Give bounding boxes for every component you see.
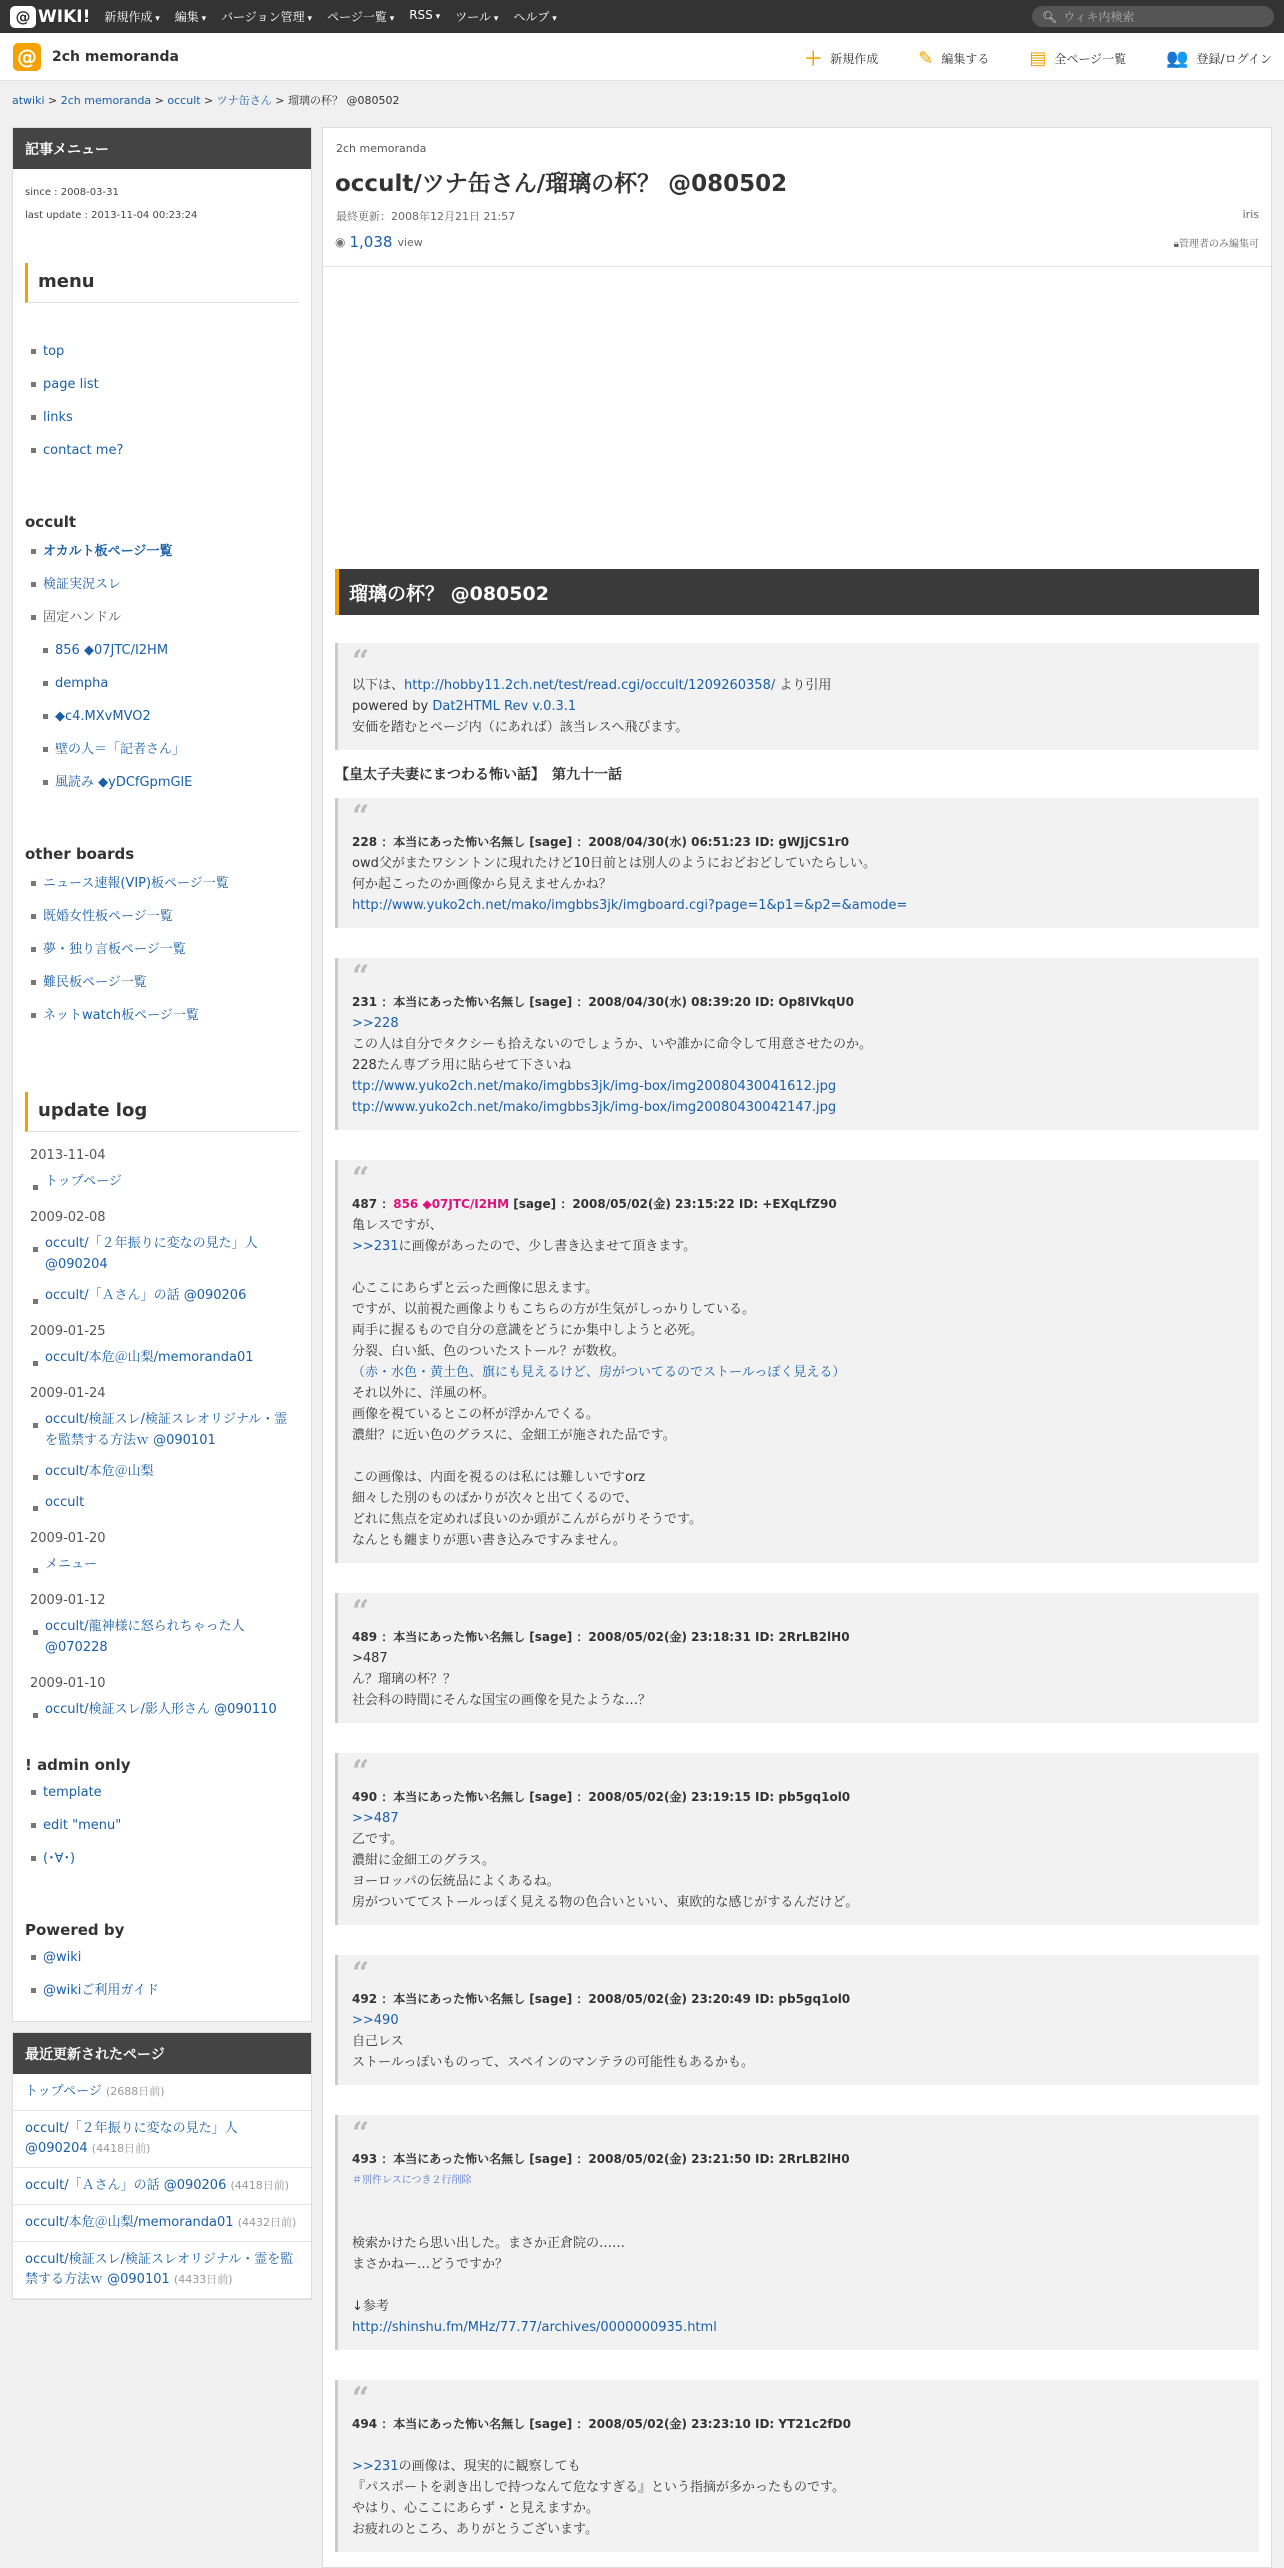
- sidebar-list-item: [31, 933, 311, 966]
- action-label: 新規作成: [830, 51, 879, 66]
- update-log-link[interactable]: occult/本危＠山梨/memoranda01: [45, 1350, 254, 1365]
- post-line: まさかねー…どうですか？: [352, 2257, 509, 2272]
- sidebar-list-item: [31, 601, 311, 634]
- post-line: お疲れのところ、ありがとうございます。: [352, 2522, 598, 2537]
- recent-page-link[interactable]: occult/検証スレ/検証スレオリジナル・霊を監禁する方法ｗ @090101: [25, 2252, 294, 2287]
- post-header: 228 ：本当にあった怖い名無し [sage] ：2008/04/30(水) 06:51:23 ID: gWJjCS1r0: [352, 835, 850, 849]
- post-line: owd父がまたワシントンに現れたけど10日前とは別人のようにおどおどしていたらしい。: [352, 856, 877, 871]
- update-log-item: [33, 1409, 311, 1451]
- post-link[interactable]: >>490: [352, 2013, 399, 2028]
- menu-heading: menu: [25, 263, 299, 303]
- post-line: ヨーロッパの伝統品によくあるね。: [352, 1874, 560, 1889]
- quote-icon: “: [352, 799, 370, 834]
- anchor-link[interactable]: >>231: [352, 2459, 399, 2474]
- powered-by-list: [31, 1941, 311, 2007]
- update-log-item: [33, 1347, 311, 1368]
- global-menu-item[interactable]: RSS ▾: [409, 8, 440, 25]
- recent-page-age: (4432日前): [237, 2216, 297, 2229]
- quote-icon: “: [352, 2381, 370, 2416]
- post: [335, 798, 1259, 928]
- admin-list: [31, 1776, 311, 1875]
- sidebar-list-item: [31, 999, 311, 1032]
- post: [335, 1753, 1259, 1925]
- post-link-line: [352, 1076, 1247, 1097]
- search-icon: 🔍︎: [1042, 9, 1058, 24]
- sidebar-link[interactable]: 夢・独り言板ページ一覧: [43, 942, 186, 957]
- post-header: 231 ：本当にあった怖い名無し [sage] ：2008/04/30(水) 08:39:20 ID: Op8IVkqU0: [352, 995, 854, 1009]
- recent-page-item: [13, 2205, 311, 2242]
- post-header: 494 ：本当にあった怖い名無し [sage] ：2008/05/02(金) 23:23:10 ID: YT21c2fD0: [352, 2417, 851, 2431]
- sidebar-list-item: [43, 766, 311, 799]
- post-line: ↓参考: [352, 2299, 389, 2314]
- quote-icon: “: [352, 644, 370, 679]
- recent-page-item: [13, 2242, 311, 2299]
- global-menu-item[interactable]: バージョン管理 ▾: [221, 8, 312, 25]
- post-header: 493 ：本当にあった怖い名無し [sage] ：2008/05/02(金) 23:21:50 ID: 2RrLB2lH0: [352, 2152, 850, 2166]
- sidebar-link[interactable]: links: [43, 410, 73, 425]
- sidebar-link[interactable]: ネットwatch板ページ一覧: [43, 1008, 199, 1023]
- sidebar-list-item: [31, 568, 311, 601]
- page-title: occult/ツナ缶さん/瑠璃の杯？ @080502: [335, 171, 788, 197]
- sidebar-list-item: [31, 1974, 311, 2007]
- powered-by-heading: Powered by: [25, 1921, 125, 1939]
- sidebar-link[interactable]: @wiki: [43, 1950, 82, 1965]
- action-plus-button[interactable]: [804, 45, 878, 71]
- recent-page-link[interactable]: occult/本危＠山梨/memoranda01: [25, 2215, 234, 2230]
- occult-heading: occult: [25, 513, 77, 531]
- source-link[interactable]: http://hobby11.2ch.net/test/read.cgi/occult/1209260358/: [404, 678, 776, 693]
- post-line: 検索かけたら思い出した。まさか正倉院の……: [352, 2236, 626, 2251]
- recent-pages-title: 最近更新されたページ: [13, 2033, 311, 2074]
- sidebar-link[interactable]: @wikiご利用ガイド: [43, 1983, 159, 1998]
- post: [335, 1955, 1259, 2085]
- post-note: ＃別件レスにつき２行削除: [352, 2175, 472, 2186]
- sidebar-list-item: [31, 401, 311, 434]
- post: [335, 958, 1259, 1130]
- update-log-link[interactable]: occult/検証スレ/影人形さん @090110: [45, 1702, 277, 1717]
- update-log-date: 2009-01-25: [30, 1324, 106, 1339]
- post-line: [352, 2275, 1247, 2296]
- document-icon: ▤: [1029, 47, 1047, 69]
- post-link[interactable]: ttp://www.yuko2ch.net/mako/imgbbs3jk/img-box/img20080430041612.jpg: [352, 1079, 837, 1094]
- since-date: since : 2008-03-31: [25, 187, 119, 198]
- atwiki-logo[interactable]: @ WIKI!: [10, 6, 90, 28]
- post-line: >487: [352, 1651, 388, 1666]
- post-line: 『パスポートを剥き出しで持つなんて危なすぎる』という指摘が多かったものです。: [352, 2480, 845, 2495]
- post-line: 何か起こったのか画像から見えませんかね？: [352, 877, 612, 892]
- wiki-search[interactable]: [1032, 6, 1274, 27]
- breadcrumb-item[interactable]: atwiki: [12, 94, 45, 107]
- update-log: [13, 1148, 311, 1720]
- at-icon: @: [10, 6, 36, 28]
- post: [335, 2115, 1259, 2350]
- breadcrumb-item[interactable]: ツナ缶さん: [216, 94, 272, 107]
- update-log-item: [33, 1616, 311, 1658]
- update-log-item: [33, 1171, 311, 1192]
- article-menu-title: 記事メニュー: [13, 128, 311, 169]
- post-line: [352, 1446, 1247, 1467]
- update-log-item: [33, 1461, 311, 1482]
- post-line: この人は自分でタクシーも拾えないのでしょうか、いや誰かに命令して用意させたのか。: [352, 1037, 873, 1052]
- article-body: [335, 569, 1259, 2552]
- recent-page-age: (2688日前): [105, 2085, 165, 2098]
- post: [335, 1593, 1259, 1723]
- post-line: 細々した別のものばかりが次々と出てくるので、: [352, 1491, 638, 1506]
- post-line: 心ここにあらずと云った画像に思えます。: [352, 1281, 598, 1296]
- post-line: >>231の画像は、現実的に観察しても: [352, 2459, 581, 2474]
- section-heading: 瑠璃の杯？ @080502: [335, 569, 1259, 615]
- global-nav: [0, 0, 1284, 33]
- post-line: どれに焦点を定めれば良いのか頭がこんがらがりそうです。: [352, 1512, 702, 1527]
- recent-page-link[interactable]: occult/「Ａさん」の話 @090206: [25, 2178, 227, 2193]
- recent-page-item: [13, 2168, 311, 2205]
- post-link-line: [352, 1808, 1247, 1829]
- update-log-date: 2013-11-04: [30, 1148, 106, 1163]
- sidebar-link[interactable]: contact me?: [43, 443, 124, 458]
- last-update-date: last update : 2013-11-04 00:23:24: [25, 210, 198, 221]
- sidebar-link[interactable]: 風読み ◆yDCfGpmGlE: [55, 775, 193, 790]
- site-logo-icon[interactable]: @: [13, 43, 41, 71]
- recent-page-age: (4433日前): [173, 2273, 233, 2286]
- post-line: [352, 2212, 1247, 2233]
- post-link[interactable]: >>228: [352, 1016, 399, 1031]
- global-menu-item[interactable]: ページ一覧 ▾: [327, 8, 394, 25]
- sidebar-list-item: [31, 335, 311, 368]
- post-header: 489 ：本当にあった怖い名無し [sage] ：2008/05/02(金) 23:18:31 ID: 2RrLB2lH0: [352, 1630, 850, 1644]
- update-log-list: [33, 1554, 311, 1575]
- update-log-link[interactable]: occult/龍神様に怒られちゃった人 @070228: [45, 1619, 245, 1655]
- post-line: なんとも纏まりが悪い書き込みですみません。: [352, 1533, 626, 1548]
- post-line: 乙です。: [352, 1832, 403, 1847]
- update-log-link[interactable]: メニュー: [45, 1557, 98, 1572]
- last-updated: 最終更新：2008年12月21日 21:57: [336, 210, 516, 223]
- sidebar-list-item: [31, 1941, 311, 1974]
- update-log-list: [33, 1699, 311, 1720]
- menu-list: [31, 335, 311, 467]
- post-line: 亀レスですが、: [352, 1218, 443, 1233]
- lock-icon: 🔒︎: [1173, 239, 1179, 250]
- post: [335, 2380, 1259, 2552]
- sidebar-link[interactable]: dempha: [55, 676, 109, 691]
- update-log-link[interactable]: occult/検証スレ/検証スレオリジナル・霊を監禁する方法ｗ @090101: [45, 1412, 288, 1448]
- quote-icon: “: [352, 1161, 370, 1196]
- sidebar-list-item: [43, 634, 311, 667]
- quote-icon: “: [352, 959, 370, 994]
- global-menu-item[interactable]: 新規作成 ▾: [104, 8, 159, 25]
- medal-icon: ◉: [335, 235, 346, 249]
- sidebar-link[interactable]: 856 ◆07JTC/I2HM: [55, 643, 169, 658]
- post-line: >>231に画像があったので、少し書き込ませて頂きます。: [352, 1239, 697, 1254]
- post-link-line: [352, 2010, 1247, 2031]
- action-label: 全ページ一覧: [1054, 51, 1127, 66]
- sidebar-link[interactable]: 難民板ページ一覧: [43, 975, 147, 990]
- global-menu-item[interactable]: 編集 ▾: [175, 8, 206, 25]
- sidebar: [12, 127, 312, 2300]
- sidebar-list-item: [43, 733, 311, 766]
- quote-icon: “: [352, 1594, 370, 1629]
- breadcrumb: atwiki > 2ch memoranda > occult > ツナ缶さん > 瑠璃の杯？ @080502: [12, 94, 400, 107]
- post-line: それ以外に、洋風の杯。: [352, 1386, 496, 1401]
- wiki-name: 2ch memoranda: [336, 142, 427, 155]
- post-link-line: [352, 895, 1247, 916]
- post-line: ん？瑠璃の杯？？: [352, 1672, 457, 1687]
- sidebar-link[interactable]: 検証実況スレ: [43, 577, 122, 592]
- sidebar-link[interactable]: 既婚女性板ページ一覧: [43, 909, 173, 924]
- post-header: 492 ：本当にあった怖い名無し [sage] ：2008/05/02(金) 23:20:49 ID: pb5gq1ol0: [352, 1992, 851, 2006]
- recent-page-item: [13, 2074, 311, 2111]
- update-log-date: 2009-01-12: [30, 1593, 106, 1608]
- dat2html-link[interactable]: Dat2HTML Rev v.0.3.1: [432, 699, 577, 714]
- view-label: view: [397, 235, 423, 249]
- sidebar-list-item: [31, 867, 311, 900]
- pencil-icon: ✎: [918, 47, 934, 69]
- update-log-item: [33, 1492, 311, 1513]
- post-author-trip[interactable]: 856 ◆07JTC/I2HM: [393, 1197, 510, 1211]
- other-boards-list: [31, 867, 311, 1032]
- post-line: 房がついててストールっぽく見える物の色合いといい、東欧的な感じがするんだけど。: [352, 1895, 859, 1910]
- post-line: 自己レス: [352, 2034, 404, 2049]
- sidebar-list-item: [31, 1842, 311, 1875]
- update-log-list: [33, 1347, 311, 1368]
- update-log-heading: update log: [25, 1092, 299, 1132]
- update-log-date: 2009-01-24: [30, 1386, 106, 1401]
- breadcrumb-item: 瑠璃の杯？ @080502: [288, 94, 400, 107]
- sidebar-link[interactable]: オカルト板ページ一覧: [43, 544, 173, 559]
- action-pencil-button[interactable]: [918, 45, 989, 71]
- post-line: [352, 2191, 1247, 2212]
- post-link-line: [352, 2317, 1247, 2338]
- other-boards-heading: other boards: [25, 845, 135, 863]
- view-count: [335, 233, 423, 251]
- update-log-list: [33, 1409, 311, 1513]
- sidebar-list-item: [43, 700, 311, 733]
- sidebar-list-item: [43, 667, 311, 700]
- header-divider: [323, 266, 1271, 267]
- recent-page-age: (4418日前): [91, 2142, 151, 2155]
- recent-page-age: (4418日前): [230, 2179, 290, 2192]
- update-log-link[interactable]: トップページ: [45, 1174, 122, 1189]
- post-link-line: [352, 1097, 1247, 1118]
- sidebar-list-item: [31, 535, 311, 568]
- post-line: 画像を視ているとこの杯が浮かんでくる。: [352, 1407, 600, 1422]
- search-input[interactable]: [1063, 10, 1263, 24]
- post-header: 490 ：本当にあった怖い名無し [sage] ：2008/05/02(金) 23:19:15 ID: pb5gq1ol0: [352, 1790, 851, 1804]
- article-menu-box: [12, 127, 312, 2022]
- post-line: [352, 1257, 1247, 1278]
- post-line: ですが、以前視た画像よりもこちらの方が生気がしっかりしている。: [352, 1302, 756, 1317]
- post-line: 社会科の時間にそんな国宝の画像を見たような…？: [352, 1693, 652, 1708]
- post-link[interactable]: >>487: [352, 1811, 399, 1826]
- sidebar-link[interactable]: ◆c4.MXvMVO2: [55, 709, 151, 724]
- occult-list: [31, 535, 311, 634]
- post-line: [352, 2435, 1247, 2456]
- sidebar-link[interactable]: (･∀･): [43, 1851, 76, 1866]
- update-log-item: [33, 1699, 311, 1720]
- post-number: 487 ：: [352, 1197, 394, 1211]
- sidebar-link[interactable]: ニュース速報(VIP)板ページ一覧: [43, 876, 229, 891]
- intro-quote: “ 以下は、http://hobby11.2ch.net/test/read.cgi/occult/1209260358/ より引用 powered by Dat2HTML Rev v.0.3.1 安価を踏むとページ内（にあれば）該当レスへ飛びます。: [335, 643, 1259, 750]
- post-link-line: [352, 1013, 1247, 1034]
- action-document-button[interactable]: [1029, 45, 1126, 71]
- view-count-number: 1,038: [349, 233, 393, 251]
- sidebar-list-item: [31, 1776, 311, 1809]
- post-line: 濃紺に金細工のグラス。: [352, 1853, 496, 1868]
- action-user-add-button[interactable]: [1166, 45, 1272, 71]
- update-log-item: [33, 1285, 311, 1306]
- post-meta: [sage] ：2008/05/02(金) 23:15:22 ID: +EXqLfZ90: [509, 1197, 837, 1211]
- update-log-link[interactable]: occult/「２年振りに変なの見た」人 @090204: [45, 1236, 258, 1272]
- thread-title: 【皇太子夫妻にまつわる怖い話】 第九十一話: [335, 767, 622, 783]
- update-log-link[interactable]: occult/本危＠山梨: [45, 1464, 154, 1479]
- admin-heading: ! admin only: [25, 1756, 131, 1774]
- quote-icon: “: [352, 1754, 370, 1789]
- post-line: 分裂、白い紙、色のついたストール？が数枚。: [352, 1344, 625, 1359]
- recent-page-link[interactable]: occult/「２年振りに変なの見た」人 @090204: [25, 2121, 238, 2156]
- global-menu-item[interactable]: ツール ▾: [455, 8, 498, 25]
- site-header: [0, 33, 1284, 81]
- post: [335, 1160, 1259, 1563]
- post-line: 228たん専ブラ用に貼らせて下さいね: [352, 1058, 572, 1073]
- update-log-list: [33, 1616, 311, 1658]
- update-log-date: 2009-01-10: [30, 1676, 106, 1691]
- post-list: [335, 798, 1259, 2552]
- post-line: 濃紺？に近い色のグラスに、金細工が施された品です。: [352, 1428, 676, 1443]
- edit-permission: 🔒︎管理者のみ編集可: [1173, 239, 1259, 250]
- global-menu-item[interactable]: ヘルプ ▾: [513, 8, 556, 25]
- post-header: [352, 1194, 1247, 1215]
- sidebar-link[interactable]: page list: [43, 377, 99, 392]
- sidebar-list-item: [31, 1809, 311, 1842]
- quote-icon: “: [352, 2116, 370, 2151]
- sidebar-list-item: [31, 434, 311, 467]
- update-log-item: [33, 1233, 311, 1275]
- post-line: この画像は、内面を視るのは私には難しいですorz: [352, 1470, 646, 1485]
- global-menu: [104, 8, 571, 25]
- post-line: （赤・水色・黄土色、旗にも見えるけど、房がついてるのでストールっぽく見える）: [352, 1365, 846, 1380]
- sidebar-link[interactable]: 壁の人＝「記者さん」: [55, 742, 186, 757]
- site-actions: [764, 45, 1272, 71]
- sidebar-item-label: 固定ハンドル: [43, 610, 122, 625]
- update-log-link[interactable]: occult: [45, 1495, 85, 1510]
- anchor-link[interactable]: >>231: [352, 1239, 399, 1254]
- sidebar-list-item: [31, 900, 311, 933]
- post-link[interactable]: http://www.yuko2ch.net/mako/imgbbs3jk/imgboard.cgi?page=1&p1=&p2=&amode=: [352, 898, 908, 913]
- update-log-list: [33, 1171, 311, 1192]
- post-line: やはり、心ここにあらず・と見えますか。: [352, 2501, 600, 2516]
- action-label: 編集する: [941, 51, 990, 66]
- quote-icon: “: [352, 1956, 370, 1991]
- post-link[interactable]: http://shinshu.fm/MHz/77.77/archives/0000000935.html: [352, 2320, 717, 2335]
- update-log-date: 2009-02-08: [30, 1210, 106, 1225]
- sidebar-link[interactable]: template: [43, 1785, 102, 1800]
- recent-page-item: [13, 2111, 311, 2168]
- update-log-item: [33, 1554, 311, 1575]
- post-link[interactable]: ttp://www.yuko2ch.net/mako/imgbbs3jk/img-box/img20080430042147.jpg: [352, 1100, 837, 1115]
- action-label: 登録/ログイン: [1196, 51, 1272, 66]
- update-log-list: [33, 1233, 311, 1306]
- recent-pages-list: [13, 2074, 311, 2299]
- recent-page-link[interactable]: トップページ: [25, 2084, 102, 2099]
- handle-list: [43, 634, 311, 799]
- sidebar-link[interactable]: top: [43, 344, 65, 359]
- site-name[interactable]: 2ch memoranda: [52, 48, 179, 65]
- sidebar-list-item: [31, 966, 311, 999]
- post-line: ストールっぽいものって、スペインのマンテラの可能性もあるかも。: [352, 2055, 754, 2070]
- update-log-date: 2009-01-20: [30, 1531, 106, 1546]
- recent-pages-box: [12, 2032, 312, 2300]
- sidebar-link[interactable]: edit "menu": [43, 1818, 122, 1833]
- breadcrumb-item[interactable]: occult: [167, 94, 201, 107]
- main-content: [322, 127, 1272, 2568]
- update-log-link[interactable]: occult/「Ａさん」の話 @090206: [45, 1288, 247, 1303]
- author-name[interactable]: iris: [1242, 208, 1259, 221]
- plus-icon: ＋: [804, 49, 823, 70]
- breadcrumb-item[interactable]: 2ch memoranda: [60, 94, 152, 107]
- post-line: 両手に握るもので自分の意識をどうにか集中しようと必死。: [352, 1323, 704, 1338]
- user-add-icon: 👥: [1166, 47, 1189, 69]
- sidebar-list-item: [31, 368, 311, 401]
